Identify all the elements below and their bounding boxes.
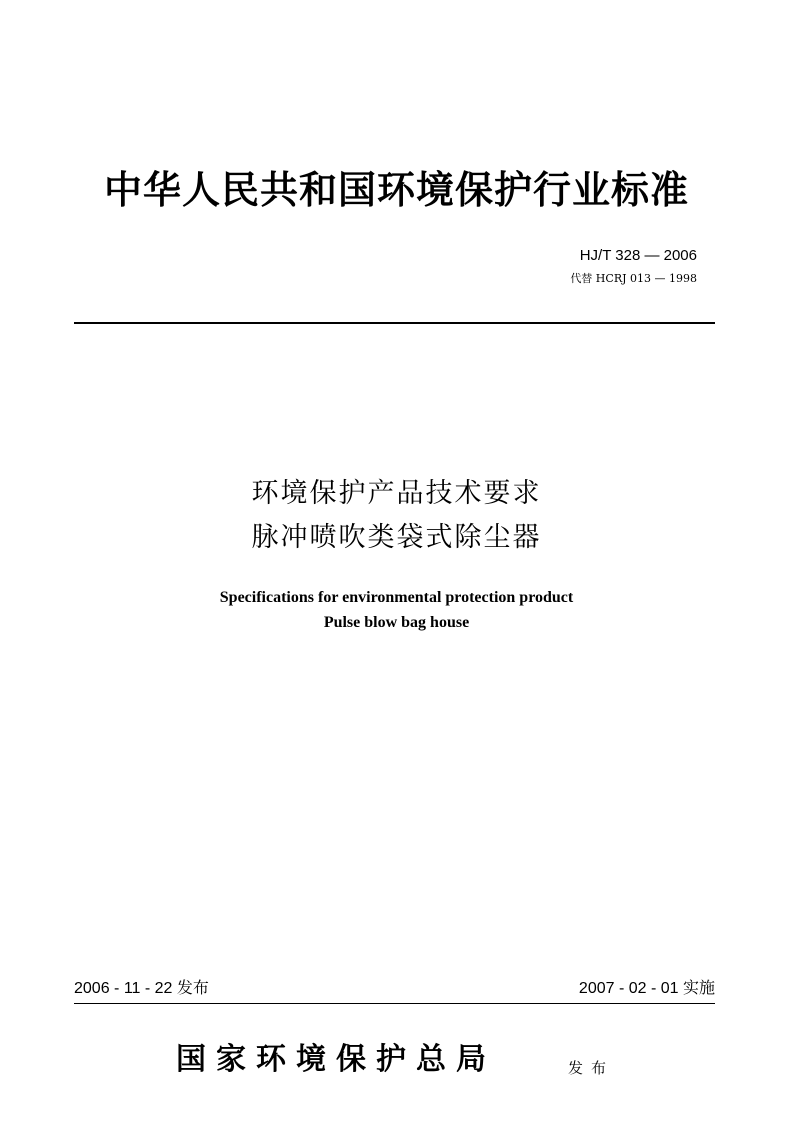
chinese-title-line2: 脉冲喷吹类袋式除尘器 (251, 522, 542, 553)
effective-date: 2007 - 02 - 01 实施 (578, 980, 715, 997)
org-title: 中华人民共和国环境保护行业标准 (103, 167, 689, 212)
publish-label: 发布 (568, 1059, 615, 1077)
english-title-line2: Pulse blow bag house (323, 614, 470, 631)
english-title-line1: Specifications for environmental protection product (219, 589, 574, 606)
top-divider (74, 322, 715, 324)
issue-date: 2006 - 11 - 22 发布 (74, 980, 209, 997)
bottom-divider (74, 1003, 715, 1004)
publisher-name: 国家环境保护总局 (176, 1042, 496, 1077)
standard-number: HJ/T 328 — 2006 (579, 247, 697, 264)
replaces-note: 代替 HCRJ 013 — 1998 (570, 272, 697, 285)
chinese-title-line1: 环境保护产品技术要求 (251, 478, 542, 509)
